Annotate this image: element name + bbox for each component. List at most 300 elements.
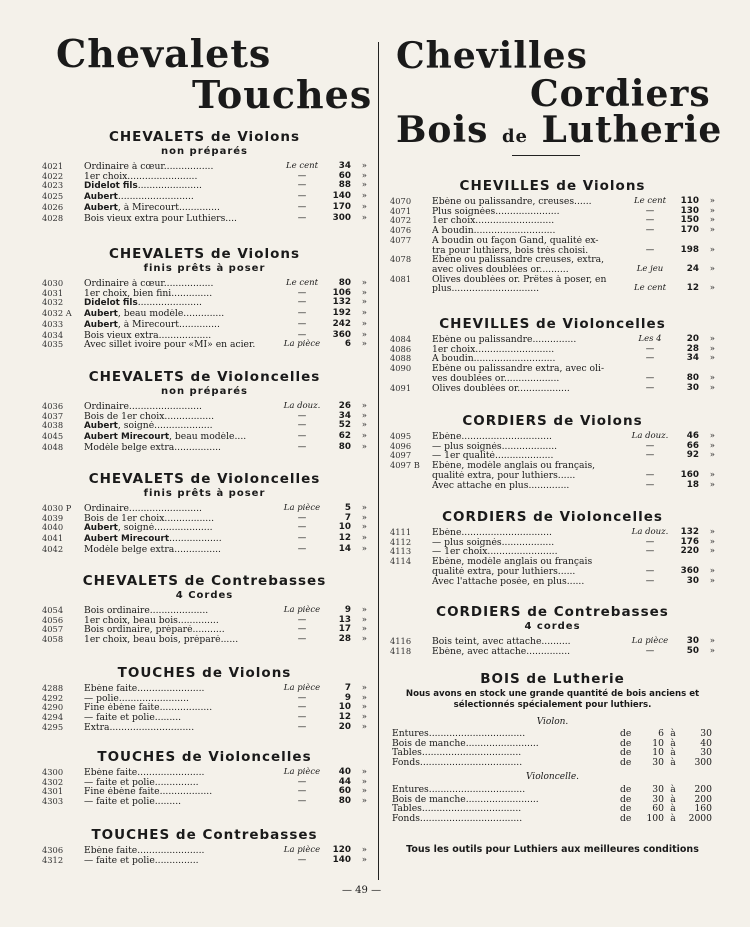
item-description: Bois de 1er choix.................	[84, 513, 215, 524]
item-unit: —	[297, 692, 307, 703]
price-suffix: »	[709, 469, 715, 480]
section-header	[42, 664, 367, 681]
section-title: CHEVALETS de Violoncelles	[88, 369, 321, 385]
item-price: 30	[686, 636, 699, 646]
stock-label: Tables..................................	[392, 748, 522, 759]
item-price: 106	[332, 287, 351, 298]
section-subtitle: non préparés	[160, 145, 249, 157]
item-description: tra pour luthiers, bois très choisi.	[432, 245, 589, 256]
item-price: 12	[338, 533, 351, 544]
item-description: Bois de 1er choix.................	[84, 411, 215, 422]
price-row	[42, 340, 367, 350]
item-unit: —	[297, 702, 307, 713]
item-unit: —	[297, 180, 307, 191]
section-subtitle: non préparés	[160, 385, 249, 397]
item-description: — faite et polie.........	[84, 797, 182, 807]
stock-to: 160	[694, 803, 712, 815]
item-price: 192	[332, 308, 351, 319]
price-row	[42, 545, 367, 555]
item-description: Aubert Mirecourt..................	[84, 534, 222, 545]
item-unit: Le cent	[633, 283, 667, 294]
price-row	[390, 528, 715, 538]
item-price: 9	[344, 605, 351, 615]
item-code: 4091	[390, 382, 412, 393]
item-code: 4045	[42, 431, 64, 442]
item-description: Modèle belge extra................	[84, 544, 221, 555]
price-suffix: »	[709, 215, 715, 226]
item-description: — polie........................	[84, 693, 189, 704]
item-description: Aubert, soigné....................	[84, 523, 213, 534]
item-unit: —	[297, 191, 307, 202]
item-unit: —	[645, 382, 655, 393]
price-row	[42, 534, 367, 545]
item-price: 88	[338, 180, 351, 191]
item-code: 4076	[390, 225, 412, 236]
price-suffix: »	[709, 263, 715, 274]
item-unit: —	[297, 170, 307, 181]
stock-a: à	[670, 728, 676, 739]
section-header	[42, 245, 367, 274]
item-code: 4041	[42, 533, 64, 544]
price-row	[390, 265, 715, 275]
section-title: CORDIERS de Violoncelles	[442, 509, 663, 525]
item-unit: —	[297, 410, 307, 421]
item-unit: —	[297, 297, 307, 308]
price-row	[42, 320, 367, 331]
price-suffix: »	[361, 543, 367, 554]
item-unit: —	[297, 287, 307, 298]
price-row	[42, 298, 367, 309]
item-description: A boudin............................	[432, 226, 556, 236]
maker-name: Aubert	[84, 421, 118, 432]
item-price: 34	[686, 353, 699, 364]
item-code: 4302	[42, 776, 64, 787]
item-description: Ebène faite.......................	[84, 684, 205, 694]
item-unit: La douz.	[283, 401, 321, 411]
item-description: plus..............................	[432, 284, 540, 295]
footer-outils: Tous les outils pour Luthiers aux meilleures conditions	[406, 844, 699, 855]
item-code: 4036	[42, 401, 64, 411]
price-suffix: »	[361, 522, 367, 533]
label-violoncelle: Violoncelle.	[525, 772, 580, 782]
label-violon: Violon.	[536, 717, 569, 727]
item-price: 130	[680, 205, 699, 216]
price-row	[42, 402, 367, 412]
item-code: 4032 A	[42, 308, 72, 319]
maker-name: Aubert Mirecourt	[84, 432, 170, 443]
item-unit: Le cent	[285, 278, 319, 288]
item-code: 4111	[390, 527, 412, 537]
item-description: Aubert, beau modèle..............	[84, 309, 225, 320]
item-unit: Le cent	[633, 196, 667, 206]
item-unit: La pièce	[283, 605, 321, 615]
price-suffix: »	[709, 450, 715, 461]
stock-label: Entures.................................	[392, 729, 526, 739]
price-row	[42, 723, 367, 733]
item-unit: La pièce	[283, 503, 321, 513]
title-rule	[512, 155, 580, 156]
item-price: 46	[686, 431, 699, 441]
item-description: — 1er choix........................	[432, 547, 558, 558]
item-price: 28	[338, 634, 351, 645]
section-header	[42, 470, 367, 499]
item-unit: —	[645, 450, 655, 461]
price-suffix: »	[709, 546, 715, 557]
price-suffix: »	[361, 533, 367, 544]
item-price: 170	[332, 201, 351, 212]
item-code: 4022	[42, 170, 64, 181]
stock-row	[392, 758, 712, 768]
price-list	[42, 846, 367, 865]
item-unit: —	[297, 854, 307, 865]
price-suffix: »	[361, 721, 367, 732]
stock-violoncelle	[392, 785, 712, 824]
price-suffix: »	[361, 605, 367, 615]
price-list	[42, 162, 367, 223]
item-unit: Le jeu	[636, 263, 664, 274]
price-suffix: »	[361, 308, 367, 319]
title-chevilles: Chevilles	[396, 35, 588, 77]
stock-to: 30	[700, 728, 712, 739]
price-row	[390, 647, 715, 657]
item-code: 4090	[390, 363, 412, 374]
price-row	[390, 236, 715, 246]
price-suffix: »	[361, 767, 367, 777]
stock-label: Entures.................................	[392, 785, 526, 795]
item-description: — plus soignés...................	[432, 441, 558, 452]
item-price: 28	[686, 343, 699, 354]
price-suffix: »	[709, 645, 715, 656]
section-header	[390, 508, 715, 525]
stock-de: de	[620, 747, 632, 759]
item-code	[390, 471, 432, 481]
item-unit: —	[297, 431, 307, 442]
item-price: 7	[344, 512, 351, 523]
price-suffix: »	[709, 382, 715, 393]
price-row	[390, 197, 715, 207]
item-price: 24	[686, 263, 699, 274]
item-unit: —	[297, 796, 307, 807]
price-suffix: »	[709, 196, 715, 206]
stock-row	[392, 814, 712, 824]
stock-a: à	[670, 813, 676, 825]
item-unit: —	[297, 543, 307, 554]
price-row	[390, 557, 715, 567]
item-unit: —	[645, 225, 655, 236]
item-description: Olives doublées or. Prêtes à poser, en	[432, 274, 607, 285]
item-unit: —	[645, 244, 655, 255]
item-code: 4306	[42, 845, 64, 855]
stock-from: 10	[652, 747, 664, 759]
item-code: 4021	[42, 161, 64, 171]
item-code: 4026	[42, 201, 64, 212]
section-title: TOUCHES de Violoncelles	[97, 749, 312, 765]
price-suffix: »	[361, 180, 367, 191]
item-price: 120	[332, 845, 351, 855]
stock-row	[392, 729, 712, 739]
item-unit: La pièce	[283, 767, 321, 777]
price-list	[390, 528, 715, 586]
maker-name: Aubert	[84, 202, 118, 213]
price-row	[390, 538, 715, 548]
stock-a: à	[670, 803, 676, 815]
price-suffix: »	[361, 401, 367, 411]
price-row	[390, 374, 715, 384]
item-description: Didelot fils......................	[84, 298, 202, 309]
item-code: 4035	[42, 339, 64, 350]
item-price: 10	[338, 522, 351, 533]
item-unit: —	[645, 469, 655, 480]
item-price: 20	[686, 334, 699, 344]
price-suffix: »	[361, 854, 367, 865]
price-suffix: »	[709, 372, 715, 383]
item-price: 92	[686, 450, 699, 461]
price-suffix: »	[709, 440, 715, 451]
section-title: CHEVALETS de Violons	[108, 246, 301, 262]
item-price: 66	[686, 440, 699, 451]
item-code: 4030 P	[42, 503, 72, 513]
price-suffix: »	[361, 161, 367, 171]
item-description: Aubert, à Mirecourt..............	[84, 319, 220, 330]
price-row	[42, 713, 367, 723]
item-description: Bois vieux extra..................	[84, 330, 212, 341]
stock-to: 40	[700, 737, 712, 749]
maker-name: Aubert	[84, 319, 118, 330]
item-code: 4096	[390, 440, 412, 451]
stock-label: Fonds...................................	[392, 758, 523, 768]
price-list	[42, 402, 367, 453]
item-description: Ebène...............................	[432, 432, 552, 442]
price-suffix: »	[361, 776, 367, 787]
stock-label: Bois de manche.........................	[392, 738, 539, 749]
item-price: 176	[680, 536, 699, 547]
item-description: qualité extra, pour luthiers......	[432, 470, 576, 481]
price-suffix: »	[709, 205, 715, 216]
price-suffix: »	[361, 287, 367, 298]
maker-name: Aubert	[84, 192, 118, 203]
maker-name: Didelot fils	[84, 298, 138, 309]
item-code: 4301	[42, 786, 64, 797]
price-suffix: »	[361, 170, 367, 181]
stock-de: de	[620, 737, 632, 749]
price-suffix: »	[361, 212, 367, 223]
item-price: 34	[338, 410, 351, 421]
price-row	[390, 207, 715, 217]
price-row	[390, 364, 715, 374]
price-row	[390, 384, 715, 394]
price-row	[42, 203, 367, 214]
price-list	[42, 504, 367, 555]
item-price: 9	[344, 692, 351, 703]
item-description: 1er choix...........................	[432, 216, 555, 227]
item-unit: —	[297, 721, 307, 732]
section-title: TOUCHES de Violons	[117, 665, 292, 681]
section-subtitle: 4 cordes	[524, 620, 581, 632]
item-unit: —	[645, 205, 655, 216]
price-row	[390, 442, 715, 452]
item-code: 4116	[390, 636, 412, 646]
item-price: 80	[338, 441, 351, 452]
item-unit: —	[297, 786, 307, 797]
item-price: 160	[680, 469, 699, 480]
section-header	[42, 826, 367, 843]
item-price: 44	[338, 776, 351, 787]
item-description: Aubert, soigné....................	[84, 421, 213, 432]
maker-name: Didelot fils	[84, 181, 138, 192]
item-description: Fine ébène faite..................	[84, 787, 213, 798]
price-suffix: »	[709, 353, 715, 364]
item-code: 4040	[42, 522, 64, 533]
stock-from: 100	[646, 813, 664, 825]
item-description: Olives doublées or..................	[432, 383, 570, 394]
item-description: Aubert Mirecourt, beau modèle....	[84, 432, 247, 443]
price-list	[42, 684, 367, 733]
item-code: 4037	[42, 410, 64, 421]
section-subtitle: finis prêts à poser	[143, 487, 266, 499]
section-title-bois: BOIS de Lutherie	[480, 671, 625, 687]
item-description: Plus soignées......................	[432, 206, 560, 217]
stock-to: 200	[694, 784, 712, 795]
item-unit: —	[297, 533, 307, 544]
item-code: 4078	[390, 254, 412, 265]
section-subtitle: finis prêts à poser	[143, 262, 266, 274]
item-description: Ebène, modèle anglais ou français	[432, 557, 593, 567]
price-row	[390, 226, 715, 236]
title-touches: Touches	[192, 72, 373, 117]
item-price: 34	[338, 161, 351, 171]
section-title: CHEVALETS de Contrebasses	[82, 573, 327, 589]
price-suffix: »	[709, 527, 715, 537]
item-description: 1er choix, beau bois..............	[84, 615, 219, 626]
section-header	[390, 412, 715, 429]
item-code: 4303	[42, 796, 64, 807]
price-row	[390, 461, 715, 471]
item-description: Avec attache en plus..............	[432, 480, 570, 491]
item-code	[390, 481, 432, 491]
price-suffix: »	[709, 244, 715, 255]
item-unit: —	[297, 212, 307, 223]
price-row	[390, 451, 715, 461]
item-price: 52	[338, 420, 351, 431]
title-cordiers: Cordiers	[530, 73, 711, 115]
price-suffix: »	[361, 634, 367, 645]
stock-from: 30	[652, 784, 664, 795]
price-row	[390, 284, 715, 294]
item-description: A boudin ou façon Gand, qualité ex-	[432, 235, 599, 246]
item-description: — plus soignés..................	[432, 537, 555, 548]
item-unit: —	[297, 776, 307, 787]
section-title: CHEVALETS de Violons	[108, 129, 301, 145]
item-code: 4088	[390, 353, 412, 364]
section-header	[42, 368, 367, 397]
item-description: Fine ébène faite..................	[84, 703, 213, 714]
item-code: 4086	[390, 343, 412, 354]
item-description: Ebène ou palissandre...............	[432, 335, 577, 345]
price-row	[390, 354, 715, 364]
item-unit: —	[645, 479, 655, 490]
item-code: 4095	[390, 431, 412, 441]
stock-from: 30	[652, 757, 664, 769]
price-row	[42, 504, 367, 514]
price-row	[390, 577, 715, 587]
item-description: Ebène, avec attache...............	[432, 646, 571, 657]
item-description: ves doublées or...................	[432, 373, 560, 384]
item-unit: —	[645, 353, 655, 364]
item-unit: —	[645, 565, 655, 576]
stock-from: 60	[652, 803, 664, 815]
item-price: 10	[338, 702, 351, 713]
item-price: 242	[332, 318, 351, 329]
item-code: 4057	[42, 624, 64, 635]
price-row	[390, 275, 715, 285]
item-description: — 1er qualité....................	[432, 451, 554, 462]
price-row	[42, 181, 367, 192]
item-code: 4039	[42, 512, 64, 523]
item-description: Aubert..........................	[84, 192, 194, 203]
maker-name: Aubert Mirecourt	[84, 534, 170, 545]
item-unit: —	[297, 329, 307, 340]
item-description: 1er choix, bien fini..............	[84, 288, 213, 299]
stock-to: 30	[700, 747, 712, 759]
price-suffix: »	[361, 441, 367, 452]
price-row	[42, 514, 367, 524]
item-unit: —	[297, 308, 307, 319]
item-description: Ebène ou palissandre extra, avec oli-	[432, 364, 605, 374]
item-price: 80	[686, 372, 699, 383]
stock-from: 30	[652, 793, 664, 805]
price-row	[42, 421, 367, 432]
item-code: 4038	[42, 420, 64, 431]
stock-row	[392, 804, 712, 814]
price-list	[42, 279, 367, 350]
price-suffix: »	[361, 692, 367, 703]
item-description: Avec sillet ivoire pour «MI» en acier.	[84, 340, 256, 350]
item-unit: —	[645, 372, 655, 383]
price-row	[42, 768, 367, 778]
price-list	[390, 432, 715, 490]
stock-label: Tables..................................	[392, 804, 522, 815]
price-list	[42, 768, 367, 807]
price-row	[42, 616, 367, 626]
item-unit: La douz.	[631, 527, 669, 537]
price-list	[390, 335, 715, 393]
item-price: 140	[332, 191, 351, 202]
item-code: 4025	[42, 191, 64, 202]
maker-name: Aubert	[84, 309, 118, 320]
item-code: 4071	[390, 205, 412, 216]
item-unit: —	[297, 420, 307, 431]
item-code: 4070	[390, 196, 412, 206]
item-price: 110	[680, 196, 699, 206]
stock-to: 2000	[688, 813, 712, 825]
price-suffix: »	[361, 786, 367, 797]
stock-de: de	[620, 784, 632, 795]
section-title: CORDIERS de Violons	[462, 413, 643, 429]
item-description: 1er choix........................	[84, 171, 198, 182]
item-description: avec olives doublées or..........	[432, 264, 569, 275]
item-description: — faite et polie.........	[84, 713, 182, 723]
item-code: 4042	[42, 543, 64, 554]
item-unit: —	[297, 634, 307, 645]
price-suffix: »	[361, 339, 367, 350]
stock-de: de	[620, 803, 632, 815]
page-number: — 49 —	[342, 885, 382, 896]
item-description: Ordinaire à cœur.................	[84, 162, 214, 172]
column-divider	[378, 42, 379, 880]
item-code: 4290	[42, 702, 64, 713]
price-row	[42, 635, 367, 645]
stock-a: à	[670, 747, 676, 759]
